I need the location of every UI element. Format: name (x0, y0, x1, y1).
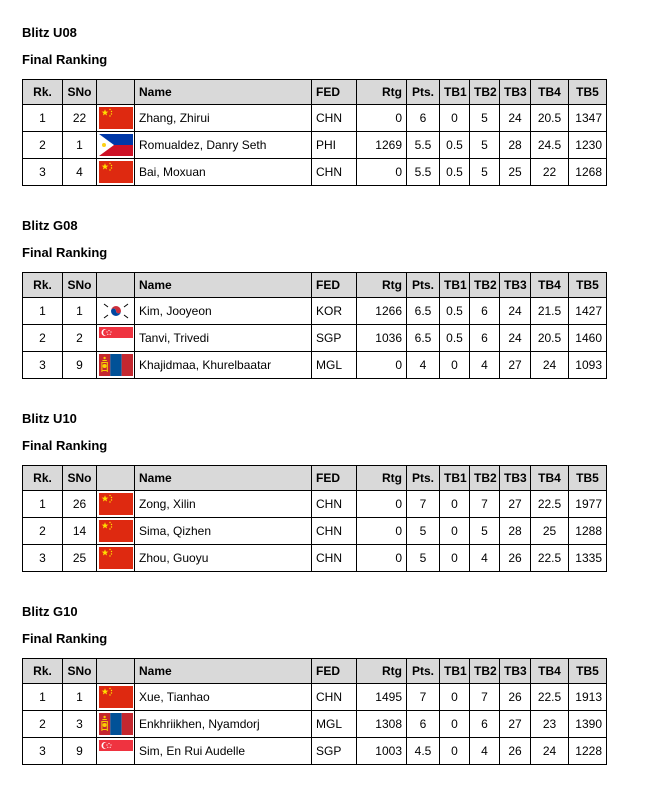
tb3-cell: 27 (500, 711, 531, 738)
tb5-cell: 1347 (569, 105, 607, 132)
tb4-cell: 25 (531, 518, 569, 545)
table-row (23, 105, 607, 132)
tb2-cell: 4 (470, 545, 500, 572)
tb1-cell: 0 (440, 105, 470, 132)
tb3-cell: 25 (500, 159, 531, 186)
header-rank: Rk. (23, 466, 63, 491)
mongolia-flag (99, 713, 132, 735)
china-flag (99, 547, 132, 569)
header-rtg: Rtg (357, 466, 407, 491)
tb2-cell: 5 (470, 518, 500, 545)
start-number-cell: 3 (63, 711, 97, 738)
federation-cell: CHN (312, 491, 357, 518)
federation-cell: MGL (312, 352, 357, 379)
header-tb3: TB3 (500, 466, 531, 491)
points-cell: 7 (407, 684, 440, 711)
rank-cell: 3 (23, 738, 63, 765)
header-flag (97, 80, 135, 105)
tb1-cell: 0.5 (440, 159, 470, 186)
tb2-cell: 7 (470, 491, 500, 518)
tb1-cell: 0.5 (440, 298, 470, 325)
rank-cell: 1 (23, 298, 63, 325)
section-subtitle: Final Ranking (22, 245, 108, 260)
section-title: Blitz G10 (22, 604, 78, 619)
table-row (23, 298, 607, 325)
points-cell: 4.5 (407, 738, 440, 765)
tb5-cell: 1460 (569, 325, 607, 352)
rank-cell: 3 (23, 352, 63, 379)
table-row (23, 491, 607, 518)
player-name-cell: Zhang, Zhirui (135, 105, 312, 132)
table-row (23, 711, 607, 738)
tb5-cell: 1093 (569, 352, 607, 379)
ranking-table (22, 465, 607, 572)
tb5-cell: 1977 (569, 491, 607, 518)
player-name-cell: Romualdez, Danry Seth (135, 132, 312, 159)
header-flag (97, 659, 135, 684)
tb3-cell: 26 (500, 684, 531, 711)
flag-cell (97, 711, 135, 738)
table-header-row (23, 659, 607, 684)
tb3-cell: 24 (500, 325, 531, 352)
header-pts: Pts. (407, 273, 440, 298)
table-row (23, 159, 607, 186)
federation-cell: CHN (312, 545, 357, 572)
header-name: Name (135, 80, 312, 105)
header-tb3: TB3 (500, 273, 531, 298)
header-tb3: TB3 (500, 80, 531, 105)
points-cell: 6.5 (407, 325, 440, 352)
player-name-cell: Kim, Jooyeon (135, 298, 312, 325)
section-title: Blitz U08 (22, 25, 77, 40)
rank-cell: 2 (23, 711, 63, 738)
rank-cell: 2 (23, 325, 63, 352)
tb4-cell: 22.5 (531, 545, 569, 572)
china-flag (99, 161, 132, 183)
tb5-cell: 1288 (569, 518, 607, 545)
header-pts: Pts. (407, 80, 440, 105)
ranking-table (22, 658, 607, 765)
section-blitz-g08 (22, 217, 607, 379)
tb2-cell: 4 (470, 352, 500, 379)
player-name-cell: Zhou, Guoyu (135, 545, 312, 572)
points-cell: 4 (407, 352, 440, 379)
tb2-cell: 6 (470, 298, 500, 325)
header-tb2: TB2 (470, 659, 500, 684)
rating-cell: 0 (357, 352, 407, 379)
flag-cell (97, 738, 135, 765)
points-cell: 6 (407, 105, 440, 132)
header-rtg: Rtg (357, 80, 407, 105)
singapore-flag (99, 740, 132, 762)
section-blitz-u08 (22, 24, 607, 186)
flag-cell (97, 518, 135, 545)
header-tb2: TB2 (470, 273, 500, 298)
federation-cell: SGP (312, 738, 357, 765)
tb2-cell: 5 (470, 159, 500, 186)
tb5-cell: 1228 (569, 738, 607, 765)
tb1-cell: 0 (440, 518, 470, 545)
header-tb2: TB2 (470, 466, 500, 491)
player-name-cell: Zong, Xilin (135, 491, 312, 518)
tb3-cell: 24 (500, 105, 531, 132)
tb5-cell: 1268 (569, 159, 607, 186)
header-pts: Pts. (407, 466, 440, 491)
start-number-cell: 26 (63, 491, 97, 518)
start-number-cell: 14 (63, 518, 97, 545)
federation-cell: MGL (312, 711, 357, 738)
player-name-cell: Khajidmaa, Khurelbaatar (135, 352, 312, 379)
header-tb3: TB3 (500, 659, 531, 684)
flag-cell (97, 545, 135, 572)
ranking-table (22, 79, 607, 186)
rank-cell: 1 (23, 105, 63, 132)
start-number-cell: 22 (63, 105, 97, 132)
mongolia-flag (99, 354, 132, 376)
flag-cell (97, 298, 135, 325)
points-cell: 7 (407, 491, 440, 518)
tb2-cell: 4 (470, 738, 500, 765)
header-tb5: TB5 (569, 466, 607, 491)
header-sno: SNo (63, 80, 97, 105)
federation-cell: CHN (312, 518, 357, 545)
tb1-cell: 0 (440, 684, 470, 711)
rank-cell: 1 (23, 491, 63, 518)
rating-cell: 1003 (357, 738, 407, 765)
tb2-cell: 5 (470, 132, 500, 159)
start-number-cell: 25 (63, 545, 97, 572)
tb3-cell: 27 (500, 491, 531, 518)
section-title: Blitz U10 (22, 411, 77, 426)
header-fed: FED (312, 80, 357, 105)
header-tb5: TB5 (569, 80, 607, 105)
tb4-cell: 20.5 (531, 325, 569, 352)
points-cell: 5.5 (407, 159, 440, 186)
start-number-cell: 2 (63, 325, 97, 352)
table-row (23, 738, 607, 765)
tb4-cell: 20.5 (531, 105, 569, 132)
tb4-cell: 21.5 (531, 298, 569, 325)
tb5-cell: 1913 (569, 684, 607, 711)
player-name-cell: Sim, En Rui Audelle (135, 738, 312, 765)
china-flag (99, 520, 132, 542)
flag-cell (97, 325, 135, 352)
points-cell: 5.5 (407, 132, 440, 159)
table-header-row (23, 466, 607, 491)
federation-cell: PHI (312, 132, 357, 159)
rank-cell: 3 (23, 545, 63, 572)
rating-cell: 0 (357, 159, 407, 186)
table-row (23, 545, 607, 572)
tb2-cell: 7 (470, 684, 500, 711)
tb4-cell: 22 (531, 159, 569, 186)
tb2-cell: 6 (470, 711, 500, 738)
table-header-row (23, 80, 607, 105)
section-title: Blitz G08 (22, 218, 78, 233)
tb5-cell: 1335 (569, 545, 607, 572)
table-row (23, 352, 607, 379)
header-tb1: TB1 (440, 273, 470, 298)
rating-cell: 0 (357, 105, 407, 132)
header-rank: Rk. (23, 659, 63, 684)
rank-cell: 1 (23, 684, 63, 711)
start-number-cell: 9 (63, 738, 97, 765)
flag-cell (97, 105, 135, 132)
tb1-cell: 0 (440, 711, 470, 738)
player-name-cell: Bai, Moxuan (135, 159, 312, 186)
tb4-cell: 23 (531, 711, 569, 738)
header-name: Name (135, 273, 312, 298)
header-tb1: TB1 (440, 466, 470, 491)
start-number-cell: 1 (63, 298, 97, 325)
china-flag (99, 493, 132, 515)
table-row (23, 684, 607, 711)
header-rtg: Rtg (357, 659, 407, 684)
header-fed: FED (312, 466, 357, 491)
header-tb4: TB4 (531, 659, 569, 684)
section-subtitle: Final Ranking (22, 631, 108, 646)
rating-cell: 1269 (357, 132, 407, 159)
points-cell: 6 (407, 711, 440, 738)
start-number-cell: 9 (63, 352, 97, 379)
rating-cell: 0 (357, 545, 407, 572)
tb3-cell: 28 (500, 518, 531, 545)
rating-cell: 0 (357, 518, 407, 545)
tb1-cell: 0 (440, 352, 470, 379)
header-tb5: TB5 (569, 273, 607, 298)
flag-cell (97, 352, 135, 379)
player-name-cell: Sima, Qizhen (135, 518, 312, 545)
tb3-cell: 28 (500, 132, 531, 159)
federation-cell: CHN (312, 105, 357, 132)
tb4-cell: 24 (531, 738, 569, 765)
header-tb4: TB4 (531, 466, 569, 491)
table-row (23, 132, 607, 159)
header-flag (97, 273, 135, 298)
header-fed: FED (312, 273, 357, 298)
rank-cell: 3 (23, 159, 63, 186)
table-row (23, 518, 607, 545)
singapore-flag (99, 327, 132, 349)
header-name: Name (135, 659, 312, 684)
tb2-cell: 6 (470, 325, 500, 352)
federation-cell: CHN (312, 159, 357, 186)
header-flag (97, 466, 135, 491)
header-tb5: TB5 (569, 659, 607, 684)
header-rank: Rk. (23, 273, 63, 298)
tb1-cell: 0.5 (440, 132, 470, 159)
tb3-cell: 27 (500, 352, 531, 379)
header-sno: SNo (63, 466, 97, 491)
header-tb2: TB2 (470, 80, 500, 105)
header-tb1: TB1 (440, 80, 470, 105)
ranking-table (22, 272, 607, 379)
tb5-cell: 1390 (569, 711, 607, 738)
tb4-cell: 22.5 (531, 491, 569, 518)
rank-cell: 2 (23, 518, 63, 545)
table-header-row (23, 273, 607, 298)
tb4-cell: 24.5 (531, 132, 569, 159)
section-blitz-g10 (22, 603, 607, 765)
header-tb1: TB1 (440, 659, 470, 684)
tb5-cell: 1427 (569, 298, 607, 325)
tb3-cell: 26 (500, 545, 531, 572)
flag-cell (97, 491, 135, 518)
tb2-cell: 5 (470, 105, 500, 132)
flag-cell (97, 684, 135, 711)
start-number-cell: 1 (63, 684, 97, 711)
header-rank: Rk. (23, 80, 63, 105)
china-flag (99, 686, 132, 708)
tb4-cell: 22.5 (531, 684, 569, 711)
header-rtg: Rtg (357, 273, 407, 298)
rating-cell: 1495 (357, 684, 407, 711)
player-name-cell: Xue, Tianhao (135, 684, 312, 711)
rating-cell: 1266 (357, 298, 407, 325)
section-blitz-u10 (22, 410, 607, 572)
start-number-cell: 4 (63, 159, 97, 186)
points-cell: 5 (407, 545, 440, 572)
flag-cell (97, 132, 135, 159)
china-flag (99, 107, 132, 129)
rating-cell: 0 (357, 491, 407, 518)
header-pts: Pts. (407, 659, 440, 684)
tb3-cell: 26 (500, 738, 531, 765)
federation-cell: CHN (312, 684, 357, 711)
player-name-cell: Tanvi, Trivedi (135, 325, 312, 352)
federation-cell: SGP (312, 325, 357, 352)
table-row (23, 325, 607, 352)
start-number-cell: 1 (63, 132, 97, 159)
section-subtitle: Final Ranking (22, 52, 108, 67)
tb1-cell: 0 (440, 738, 470, 765)
tb1-cell: 0.5 (440, 325, 470, 352)
points-cell: 5 (407, 518, 440, 545)
header-tb4: TB4 (531, 273, 569, 298)
flag-cell (97, 159, 135, 186)
header-sno: SNo (63, 659, 97, 684)
tb1-cell: 0 (440, 491, 470, 518)
tb4-cell: 24 (531, 352, 569, 379)
korea-flag (99, 300, 132, 322)
rating-cell: 1308 (357, 711, 407, 738)
player-name-cell: Enkhriikhen, Nyamdorj (135, 711, 312, 738)
section-subtitle: Final Ranking (22, 438, 108, 453)
tb1-cell: 0 (440, 545, 470, 572)
philippines-flag (99, 134, 132, 156)
rating-cell: 1036 (357, 325, 407, 352)
header-fed: FED (312, 659, 357, 684)
header-name: Name (135, 466, 312, 491)
tb3-cell: 24 (500, 298, 531, 325)
federation-cell: KOR (312, 298, 357, 325)
tb5-cell: 1230 (569, 132, 607, 159)
points-cell: 6.5 (407, 298, 440, 325)
header-tb4: TB4 (531, 80, 569, 105)
header-sno: SNo (63, 273, 97, 298)
rank-cell: 2 (23, 132, 63, 159)
